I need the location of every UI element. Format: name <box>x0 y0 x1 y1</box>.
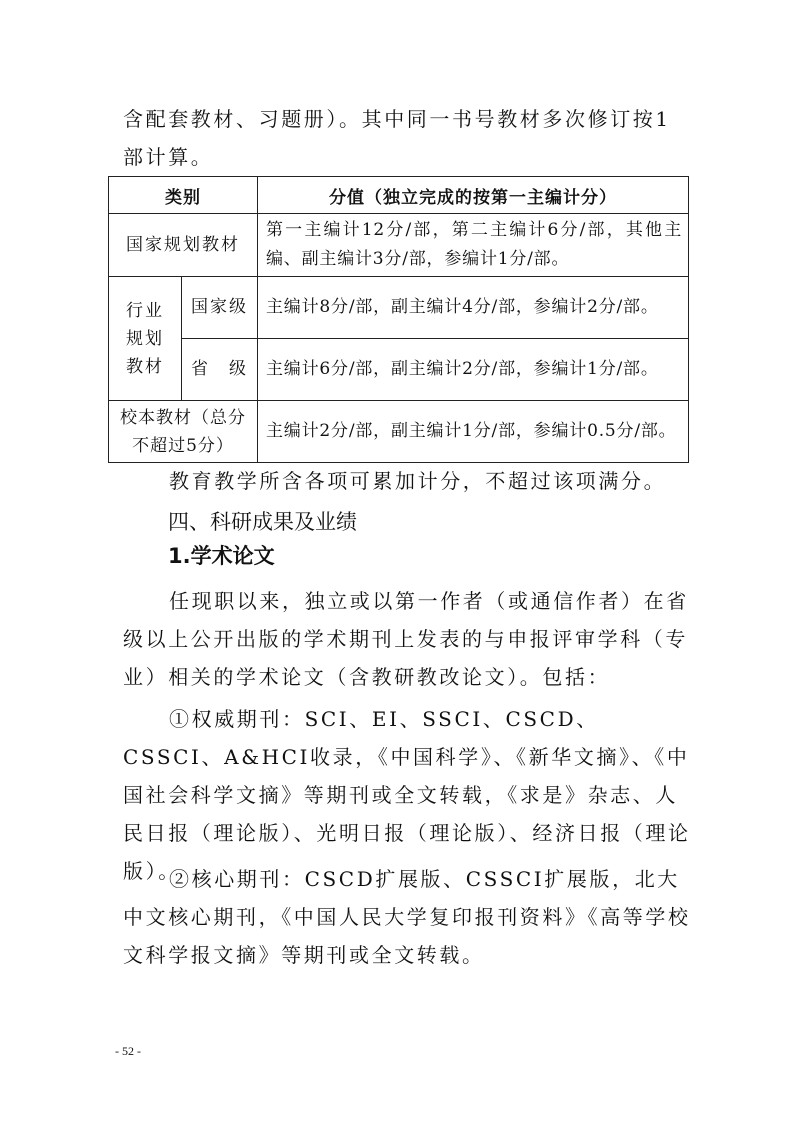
row-school-value: 主编计2分/部，副主编计1分/部，参编计0.5分/部。 <box>258 401 689 463</box>
row-national-value: 第一主编计12分/部，第二主编计6分/部，其他主编、副主编计3分/部，参编计1分/部。 <box>258 214 689 277</box>
row-industry-provincial-label: 省 级 <box>182 339 258 401</box>
section-subtitle: 1.学术论文 <box>168 544 275 568</box>
row-industry-group-label: 行业规划教材 <box>109 277 182 401</box>
row-industry-national-value: 主编计8分/部，副主编计4分/部，参编计2分/部。 <box>258 277 689 339</box>
table-row-industry-national <box>109 277 689 339</box>
header-category: 类别 <box>109 177 258 214</box>
row-industry-national-label: 国家级 <box>182 277 258 339</box>
row-school-label: 校本教材（总分不超过5分） <box>109 401 258 463</box>
table-row-school <box>109 401 689 463</box>
paragraph-3: ②核心期刊：CSCD扩展版、CSSCI扩展版，北大中文核心期刊，《中国人民大学复印报刊资料》《高等学校文科学报文摘》等期刊或全文转载。 <box>123 867 691 967</box>
table-row-national <box>109 214 689 277</box>
row-industry-provincial-value: 主编计6分/部，副主编计2分/部，参编计1分/部。 <box>258 339 689 401</box>
section-title: 四、科研成果及业绩 <box>168 510 357 534</box>
table-header-row <box>109 177 689 214</box>
row-national-label: 国家规划教材 <box>109 214 258 277</box>
note-text: 教育教学所含各项可累加计分，不超过该项满分。 <box>169 469 667 493</box>
score-table <box>108 176 689 463</box>
paragraph-2: ①权威期刊：SCI、EI、SSCI、CSCD、CSSCI、A&HCI收录，《中国科学》、《新华文摘》、《中国社会科学文摘》等期刊或全文转载，《求是》杂志、人民日报（理论版）、光明日报（理论版）、经济日报（理论版）。 <box>123 707 691 883</box>
paragraph-1: 任现职以来，独立或以第一作者（或通信作者）在省级以上公开出版的学术期刊上发表的与申报评审学科（专业）相关的学术论文（含教研教改论文）。包括： <box>123 589 689 689</box>
table-row-industry-provincial <box>109 339 689 401</box>
header-score: 分值（独立完成的按第一主编计分） <box>258 177 689 214</box>
page-number: - 52 - <box>115 1044 141 1058</box>
intro-continued-text: 含配套教材、习题册）。其中同一书号教材多次修订按1部计算。 <box>123 107 671 169</box>
